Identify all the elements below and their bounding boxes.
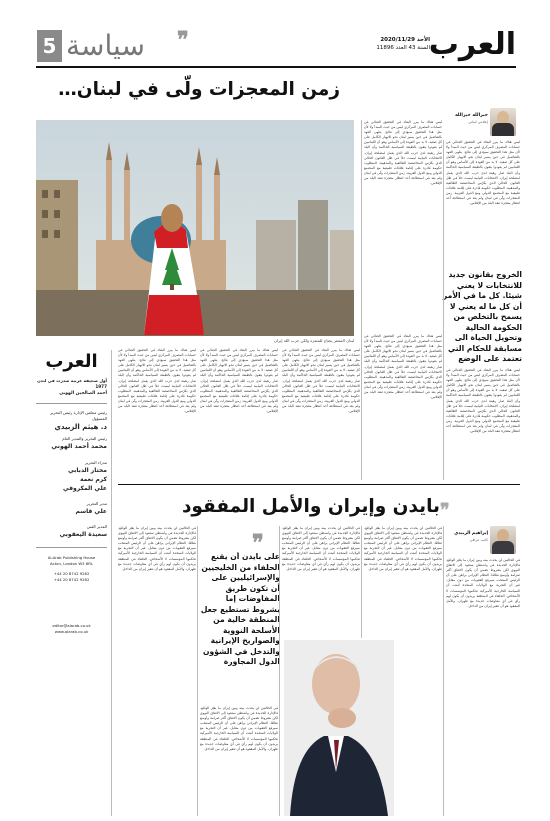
article1-body-col2: ليس هناك ما يبرر البقاء في التحقيق الجنائي في حسابات المصرف المركزي ليس من حيث المبدأ ولا لأن مثل هذا التحقيق سيؤدي إلى نتائج. يتلهى العهد بالتفاصيل في حين يسير لبنان نحو الانهيار الكامل على كل صعيد. لا بد من العودة إلى الأساس وهو أن اللبنانيين لم يعودوا يثقون بالطبقة السياسية الحاكمة وأن البلد صار رهينة لدى حزب الله الذي يعمل لمصلحة إيران. الانتخابات النيابية ليست حلاً في ظل القانون الحالي الذي يكرّس المحاصصة الطائفية والمذهبية. المطلوب حكومة قادرة على إقامة علاقات طبيعية مع المجتمع الدولي ومع الدول العربية. زمن المعجزات ولّى في لبنان ولم يعد في استطاعة أحد انتظار معجزة تنقذ البلد من الإفلاس.: [364, 120, 442, 186]
managing-name-3: علي المكروفي: [63, 484, 107, 492]
article1-body-col3: ليس هناك ما يبرر البقاء في التحقيق الجنائي في حسابات المصرف المركزي ليس من حيث المبدأ ولا لأن مثل هذا التحقيق سيؤدي إلى نتائج. يتلهى العهد بالتفاصيل في حين يسير لبنان نحو الانهيار الكامل على كل صعيد. لا بد من العودة إلى الأساس وهو أن اللبنانيين لم يعودوا يثقون بالطبقة السياسية الحاكمة وأن البلد صار رهينة لدى حزب الله الذي يعمل لمصلحة إيران. الانتخابات النيابية ليست حلاً في ظل القانون الحالي الذي يكرّس المحاصصة الطائفية والمذهبية. المطلوب حكومة قادرة على إقامة علاقات طبيعية مع المجتمع الدولي ومع الدول العربية. زمن المعجزات ولّى في لبنان ولم يعد في استطاعة أحد انتظار معجزة تنقذ البلد من الإفلاس.: [282, 348, 360, 414]
publisher: Al-Arab Publishing House: [47, 555, 96, 561]
quote-icon: ❞: [252, 530, 264, 556]
exec-title: رئيس مجلس الإدارة رئيس التحرير المسؤول: [50, 409, 107, 421]
issue-text: السنة 43 العدد 11896: [376, 45, 430, 51]
editor-title: مدير التحرير: [86, 500, 107, 506]
article1-body-col4: ليس هناك ما يبرر البقاء في التحقيق الجنائي في حسابات المصرف المركزي ليس من حيث المبدأ ولا لأن مثل هذا التحقيق سيؤدي إلى نتائج. يتلهى العهد بالتفاصيل في حين يسير لبنان نحو الانهيار الكامل على كل صعيد. لا بد من العودة إلى الأساس وهو أن اللبنانيين لم يعودوا يثقون بالطبقة السياسية الحاكمة وأن البلد صار رهينة لدى حزب الله الذي يعمل لمصلحة إيران. الانتخابات النيابية ليست حلاً في ظل القانون الحالي الذي يكرّس المحاصصة الطائفية والمذهبية. المطلوب حكومة قادرة على إقامة علاقات طبيعية مع المجتمع الدولي ومع الدول العربية. زمن المعجزات ولّى في لبنان ولم يعد في استطاعة أحد انتظار معجزة تنقذ البلد من الإفلاس.: [200, 348, 278, 414]
author-name: إبراهيم الزبيدي: [454, 531, 488, 536]
article1-body-col1: ليس هناك ما يبرر البقاء في التحقيق الجنائي في حسابات المصرف المركزي ليس من حيث المبدأ ولا لأن مثل هذا التحقيق سيؤدي إلى نتائج. يتلهى العهد بالتفاصيل في حين يسير لبنان نحو الانهيار الكامل على كل صعيد. لا بد من العودة إلى الأساس وهو أن اللبنانيين لم يعودوا يثقون بالطبقة السياسية الحاكمة وأن البلد صار رهينة لدى حزب الله الذي يعمل لمصلحة إيران. الانتخابات النيابية ليست حلاً في ظل القانون الحالي الذي يكرّس المحاصصة الطائفية والمذهبية. المطلوب حكومة قادرة على إقامة علاقات طبيعية مع المجتمع الدولي ومع الدول العربية. زمن المعجزات ولّى في لبنان ولم يعد في استطاعة أحد انتظار معجزة تنقذ البلد من الإفلاس.: [446, 140, 520, 206]
art-name: سعيدة اليعقوبي: [59, 530, 107, 538]
editor-name: علي قاسم: [75, 507, 107, 515]
article2-body-col3: في الحالتين لن يحدث بينه وبين إيران ما يغيّر الواقع. فالإدارة الجديدة في واشنطن ستعود إلى الاتفاق النووي لكن بشروط تضمن أن يكون الاتفاق أكثر صرامة وأوسع نطاقا. النظام الإيراني يراهن على أن الرئيس المنتخب سيرفع العقوبات من دون مقابل. غير أن التجربة مع الولايات المتحدة أثبتت أن السياسة الخارجية الأميركية تحكمها المؤسسات لا الأشخاص. الحلفاء في المنطقة يريدون أن يكون لهم رأي في أي مفاوضات جديدة مع طهران. والأمل المفقود هو أن تتغير إيران من الداخل.: [282, 526, 360, 571]
masthead-subtitle: أول صحيفة عربية صدرت في لندن 1977: [37, 378, 107, 389]
photo-illustration: [36, 120, 354, 336]
article2-pull-quote: [200, 552, 280, 702]
page-number-box: [37, 30, 62, 62]
masthead-logo: العرب: [45, 351, 98, 372]
article1-body-col2b: ليس هناك ما يبرر البقاء في التحقيق الجنائي في حسابات المصرف المركزي ليس من حيث المبدأ ولا لأن مثل هذا التحقيق سيؤدي إلى نتائج. يتلهى العهد بالتفاصيل في حين يسير لبنان نحو الانهيار الكامل على كل صعيد. لا بد من العودة إلى الأساس وهو أن اللبنانيين لم يعودوا يثقون بالطبقة السياسية الحاكمة وأن البلد صار رهينة لدى حزب الله الذي يعمل لمصلحة إيران. الانتخابات النيابية ليست حلاً في ظل القانون الحالي الذي يكرّس المحاصصة الطائفية والمذهبية. المطلوب حكومة قادرة على إقامة علاقات طبيعية مع المجتمع الدولي ومع الدول العربية. زمن المعجزات ولّى في لبنان ولم يعد في استطاعة أحد انتظار معجزة تنقذ البلد من الإفلاس.: [364, 334, 442, 400]
newspaper-logo: العرب: [428, 27, 516, 62]
page-header: [0, 0, 550, 72]
masthead-founder: أحمد الصالحين الهوني: [59, 391, 107, 396]
author-avatar: [490, 526, 516, 554]
author-title: إعلامي لبناني: [468, 120, 488, 124]
article1-pull-quote: [440, 270, 522, 364]
lebanon-photo: [36, 120, 354, 336]
author-title: كاتب عراقي: [469, 538, 488, 542]
article1-body-col1b: ليس هناك ما يبرر البقاء في التحقيق الجنائي في حسابات المصرف المركزي ليس من حيث المبدأ ولا لأن مثل هذا التحقيق سيؤدي إلى نتائج. يتلهى العهد بالتفاصيل في حين يسير لبنان نحو الانهيار الكامل على كل صعيد. لا بد من العودة إلى الأساس وهو أن اللبنانيين لم يعودوا يثقون بالطبقة السياسية الحاكمة وأن البلد صار رهينة لدى حزب الله الذي يعمل لمصلحة إيران. الانتخابات النيابية ليست حلاً في ظل القانون الحالي الذي يكرّس المحاصصة الطائفية والمذهبية. المطلوب حكومة قادرة على إقامة علاقات طبيعية مع المجتمع الدولي ومع الدول العربية. زمن المعجزات ولّى في لبنان ولم يعد في استطاعة أحد انتظار معجزة تنقذ البلد من الإفلاس.: [446, 368, 520, 434]
article2-body-col2: في الحالتين لن يحدث بينه وبين إيران ما يغيّر الواقع. فالإدارة الجديدة في واشنطن ستعود إلى الاتفاق النووي لكن بشروط تضمن أن يكون الاتفاق أكثر صرامة وأوسع نطاقا. النظام الإيراني يراهن على أن الرئيس المنتخب سيرفع العقوبات من دون مقابل. غير أن التجربة مع الولايات المتحدة أثبتت أن السياسة الخارجية الأميركية تحكمها المؤسسات لا الأشخاص. الحلفاء في المنطقة يريدون أن يكون لهم رأي في أي مفاوضات جديدة مع طهران. والأمل المفقود هو أن تتغير إيران من الداخل.: [364, 526, 442, 571]
article2-col-divider: [443, 526, 444, 816]
photo-caption: لبنان المتعثر يحتاج للمتعزة ولكن حزب الله إيران: [273, 338, 354, 343]
address: Acton, London W3 6RL: [50, 561, 93, 567]
quote-icon: ❞: [177, 27, 189, 53]
article2-col-divider: [361, 526, 362, 638]
art-title: المدير الفني: [86, 523, 107, 529]
managing-name-2: كرم نعمة: [79, 475, 107, 483]
article1-col-divider: [443, 140, 444, 480]
date-text: الأحد 2020/11/29: [380, 37, 430, 43]
fax: +44 20 8742 9282: [53, 577, 90, 583]
deputy-title: رئيس التحرير والمدير العام: [62, 435, 107, 441]
quote-icon: ❞: [440, 500, 450, 521]
article2-body-col5: في الحالتين لن يحدث بينه وبين إيران ما يغيّر الواقع. فالإدارة الجديدة في واشنطن ستعود إلى الاتفاق النووي لكن بشروط تضمن أن يكون الاتفاق أكثر صرامة وأوسع نطاقا. النظام الإيراني يراهن على أن الرئيس المنتخب سيرفع العقوبات من دون مقابل. غير أن التجربة مع الولايات المتحدة أثبتت أن السياسة الخارجية الأميركية تحكمها المؤسسات لا الأشخاص. الحلفاء في المنطقة يريدون أن يكون لهم رأي في أي مفاوضات جديدة مع طهران. والأمل المفقود هو أن تتغير إيران من الداخل.: [200, 706, 278, 751]
article2-author: [446, 526, 518, 556]
article2-col-divider: [279, 526, 280, 816]
deputy-name: محمد أحمد الهوني: [51, 442, 107, 450]
photo-illustration: [284, 640, 394, 816]
date-line: [362, 36, 430, 52]
article1-author: [446, 108, 518, 138]
website-link[interactable]: www.alarab.co.uk: [54, 629, 89, 635]
managing-name-1: مختار الدبابي: [68, 466, 107, 474]
author-name: خيرالله خيرالله: [455, 113, 488, 118]
biden-photo: [284, 640, 394, 816]
exec-name: د. هيثم الزبيدي: [54, 422, 107, 431]
article1-col-divider: [361, 120, 362, 480]
article1-body-col5: ليس هناك ما يبرر البقاء في التحقيق الجنائي في حسابات المصرف المركزي ليس من حيث المبدأ ولا لأن مثل هذا التحقيق سيؤدي إلى نتائج. يتلهى العهد بالتفاصيل في حين يسير لبنان نحو الانهيار الكامل على كل صعيد. لا بد من العودة إلى الأساس وهو أن اللبنانيين لم يعودوا يثقون بالطبقة السياسية الحاكمة وأن البلد صار رهينة لدى حزب الله الذي يعمل لمصلحة إيران. الانتخابات النيابية ليست حلاً في ظل القانون الحالي الذي يكرّس المحاصصة الطائفية والمذهبية. المطلوب حكومة قادرة على إقامة علاقات طبيعية مع المجتمع الدولي ومع الدول العربية. زمن المعجزات ولّى في لبنان ولم يعد في استطاعة أحد انتظار معجزة تنقذ البلد من الإفلاس.: [118, 348, 196, 414]
masthead-box: [36, 350, 112, 816]
article2-title: [160, 490, 440, 524]
email-link[interactable]: editor@alarab.co.uk: [52, 623, 91, 629]
article2-headline: بايدن وإيران والأمل المفقود: [181, 496, 440, 517]
article1-headline: زمن المعجزات ولّى في لبنان…: [58, 79, 340, 100]
article2-top-rule: [118, 484, 520, 485]
pull-quote-text: على بايدن أن يقنع الحلفاء من الخليجيين والإسرائيليين على أن تكون طريق المفاوضات إما بشروط تستطيع جعل المنطقة خالية من الأسلحة النووية والصواريخ الإيرانية والتدخل في الشؤون الدول المجاورة: [200, 552, 280, 666]
section-label: سياسة: [66, 29, 145, 62]
article2-col-divider: [197, 526, 198, 816]
author-avatar: [490, 108, 516, 136]
section-title: [66, 28, 176, 64]
article1-title: [40, 74, 340, 106]
tel: +44 20 8742 9262: [53, 571, 90, 577]
pull-quote-text: الخروج بقانون جديد للانتخابات لا يعني شيئا. كل ما في الأمر أن كل ما له يعني لا يسمح بالتخلص من الحكومة الحالية وتحويل الحياة الى مسابقة للحكام التي تعتمد على الوضع: [442, 270, 522, 363]
managing-title: مدراء التحرير: [84, 459, 107, 465]
header-rule: [36, 66, 516, 68]
page-number: 5: [42, 34, 57, 58]
article2-body-col1: في الحالتين لن يحدث بينه وبين إيران ما يغيّر الواقع. فالإدارة الجديدة في واشنطن ستعود إلى الاتفاق النووي لكن بشروط تضمن أن يكون الاتفاق أكثر صرامة وأوسع نطاقا. النظام الإيراني يراهن على أن الرئيس المنتخب سيرفع العقوبات من دون مقابل. غير أن التجربة مع الولايات المتحدة أثبتت أن السياسة الخارجية الأميركية تحكمها المؤسسات لا الأشخاص. الحلفاء في المنطقة يريدون أن يكون لهم رأي في أي مفاوضات جديدة مع طهران. والأمل المفقود هو أن تتغير إيران من الداخل.: [446, 558, 520, 608]
article2-body-col4: في الحالتين لن يحدث بينه وبين إيران ما يغيّر الواقع. فالإدارة الجديدة في واشنطن ستعود إلى الاتفاق النووي لكن بشروط تضمن أن يكون الاتفاق أكثر صرامة وأوسع نطاقا. النظام الإيراني يراهن على أن الرئيس المنتخب سيرفع العقوبات من دون مقابل. غير أن التجربة مع الولايات المتحدة أثبتت أن السياسة الخارجية الأميركية تحكمها المؤسسات لا الأشخاص. الحلفاء في المنطقة يريدون أن يكون لهم رأي في أي مفاوضات جديدة مع طهران. والأمل المفقود هو أن تتغير إيران من الداخل.: [118, 526, 196, 571]
